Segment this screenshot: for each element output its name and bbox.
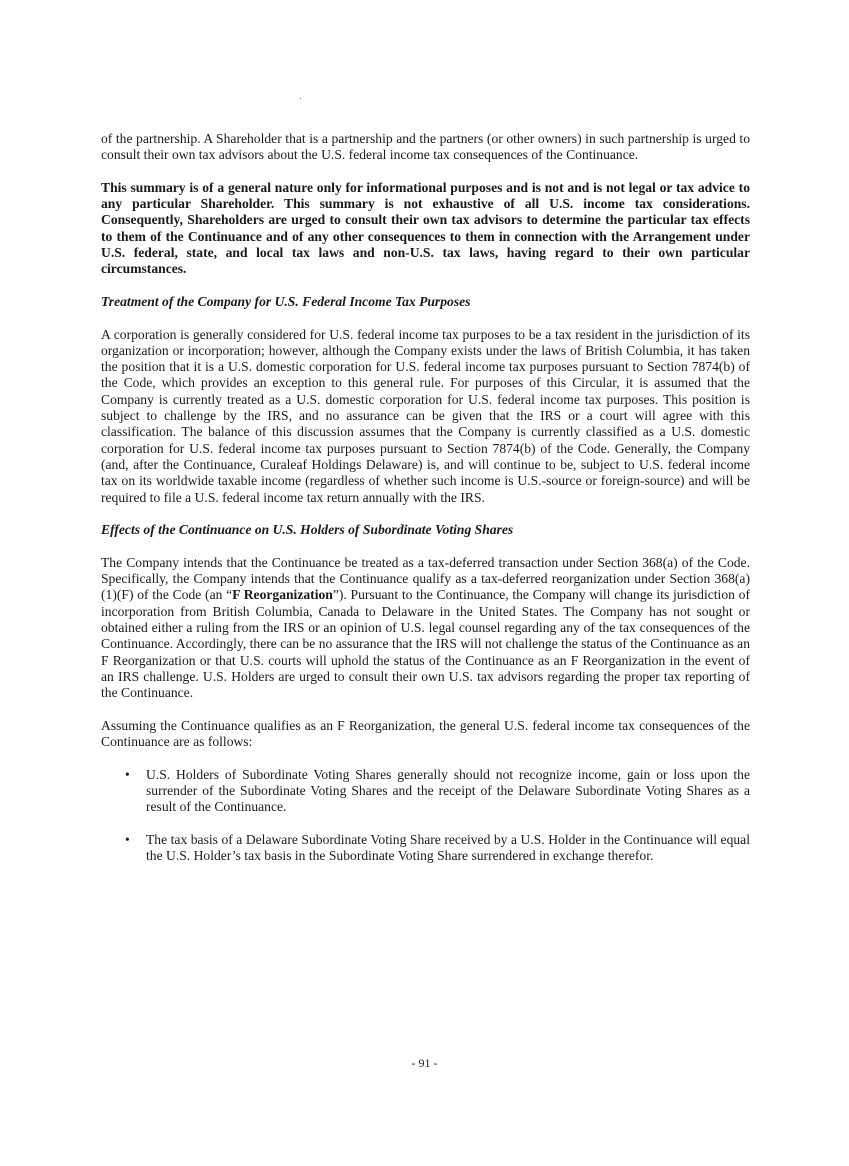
consequences-list [101, 767, 750, 865]
summary-notice: This summary is of a general nature only for informational purposes and is not and is not legal or tax advice to any particular Shareholder. This summary is not exhaustive of all U.S. income tax considerations. Consequently, Shareholders are urged to consult their own tax advisors to determine the particular tax effects to them of the Continuance and of any other consequences to them in connection with the Arrangement under U.S. federal, state, and local tax laws and non-U.S. tax laws, having regard to their own particular circumstances. [101, 179, 750, 277]
effects-text-part2: ”). Pursuant to the Continuance, the Company will change its jurisdiction of incorporation from British Columbia, Canada to Delaware in the United States. The Company has not sought or obtained either a ruling from the IRS or an opinion of U.S. legal counsel regarding any of the tax consequences of the Continuance. Accordingly, there can be no assurance that the IRS will not challenge the status of the Continuance as an F Reorganization or that U.S. courts will uphold the status of the Continuance as an F Reorganization in the event of an IRS challenge. U.S. Holders are urged to consult their own U.S. tax advisors regarding the proper tax reporting of the Continuance. [101, 587, 750, 701]
list-item-text: The tax basis of a Delaware Subordinate Voting Share received by a U.S. Holder in the Continuance will equal the U.S. Holder’s tax basis in the Subordinate Voting Share surrendered in exchange therefor. [146, 831, 750, 864]
list-item [113, 767, 750, 816]
partnership-paragraph: of the partnership. A Shareholder that is a partnership and the partners (or other owners) in such partnership is urged to consult their own tax advisors about the U.S. federal income tax consequences of the Continuance. [101, 131, 750, 163]
effects-text-part1: The Company intends that the Continuance be treated as a tax-deferred transaction under Section 368(a) of the Code. Specifically, the Company intends that the Continuance qualify as a tax-deferred reorganization under Section 368(a)(1)(F) of the Code (an “ [101, 554, 750, 603]
scan-speck [300, 98, 301, 99]
list-item-text: U.S. Holders of Subordinate Voting Shares generally should not recognize income, gain or loss upon the surrender of the Subordinate Voting Shares and the receipt of the Delaware Subordinate Voting Shares as a result of the Continuance. [146, 766, 750, 815]
bullet-icon: • [125, 766, 130, 782]
effects-paragraph [101, 555, 750, 702]
page-number: - 91 - [411, 1056, 438, 1070]
bullet-icon: • [125, 831, 130, 847]
assuming-paragraph: Assuming the Continuance qualifies as an F Reorganization, the general U.S. federal income tax consequences of the Continuance are as follows: [101, 717, 750, 749]
f-reorganization-term: F Reorganization [232, 587, 333, 603]
treatment-paragraph: A corporation is generally considered for U.S. federal income tax purposes to be a tax resident in the jurisdiction of its organization or incorporation; however, although the Company exists under the laws of British Columbia, it has taken the position that it is a U.S. domestic corporation for U.S. federal income tax purposes pursuant to Section 7874(b) of the Code, which provides an exception to this general rule. For purposes of this Circular, it is assumed that the Company is currently treated as a U.S. domestic corporation for U.S. federal income tax purposes. This position is subject to challenge by the IRS, and no assurance can be given that the IRS or a court will agree with this classification. The balance of this discussion assumes that the Company is currently classified as a U.S. domestic corporation for U.S. federal income tax purposes pursuant to Section 7874(b) of the Code. Generally, the Company (and, after the Continuance, Curaleaf Holdings Delaware) is, and will continue to be, subject to U.S. federal income tax on its worldwide taxable income (regardless of whether such income is U.S.-source or foreign-source) and will be required to file a U.S. federal income tax return annually with the IRS. [101, 326, 750, 505]
section-heading-treatment: Treatment of the Company for U.S. Federal Income Tax Purposes [101, 293, 471, 309]
list-item [113, 832, 750, 865]
document-page [101, 131, 750, 864]
section-heading-effects: Effects of the Continuance on U.S. Holders of Subordinate Voting Shares [101, 522, 514, 538]
